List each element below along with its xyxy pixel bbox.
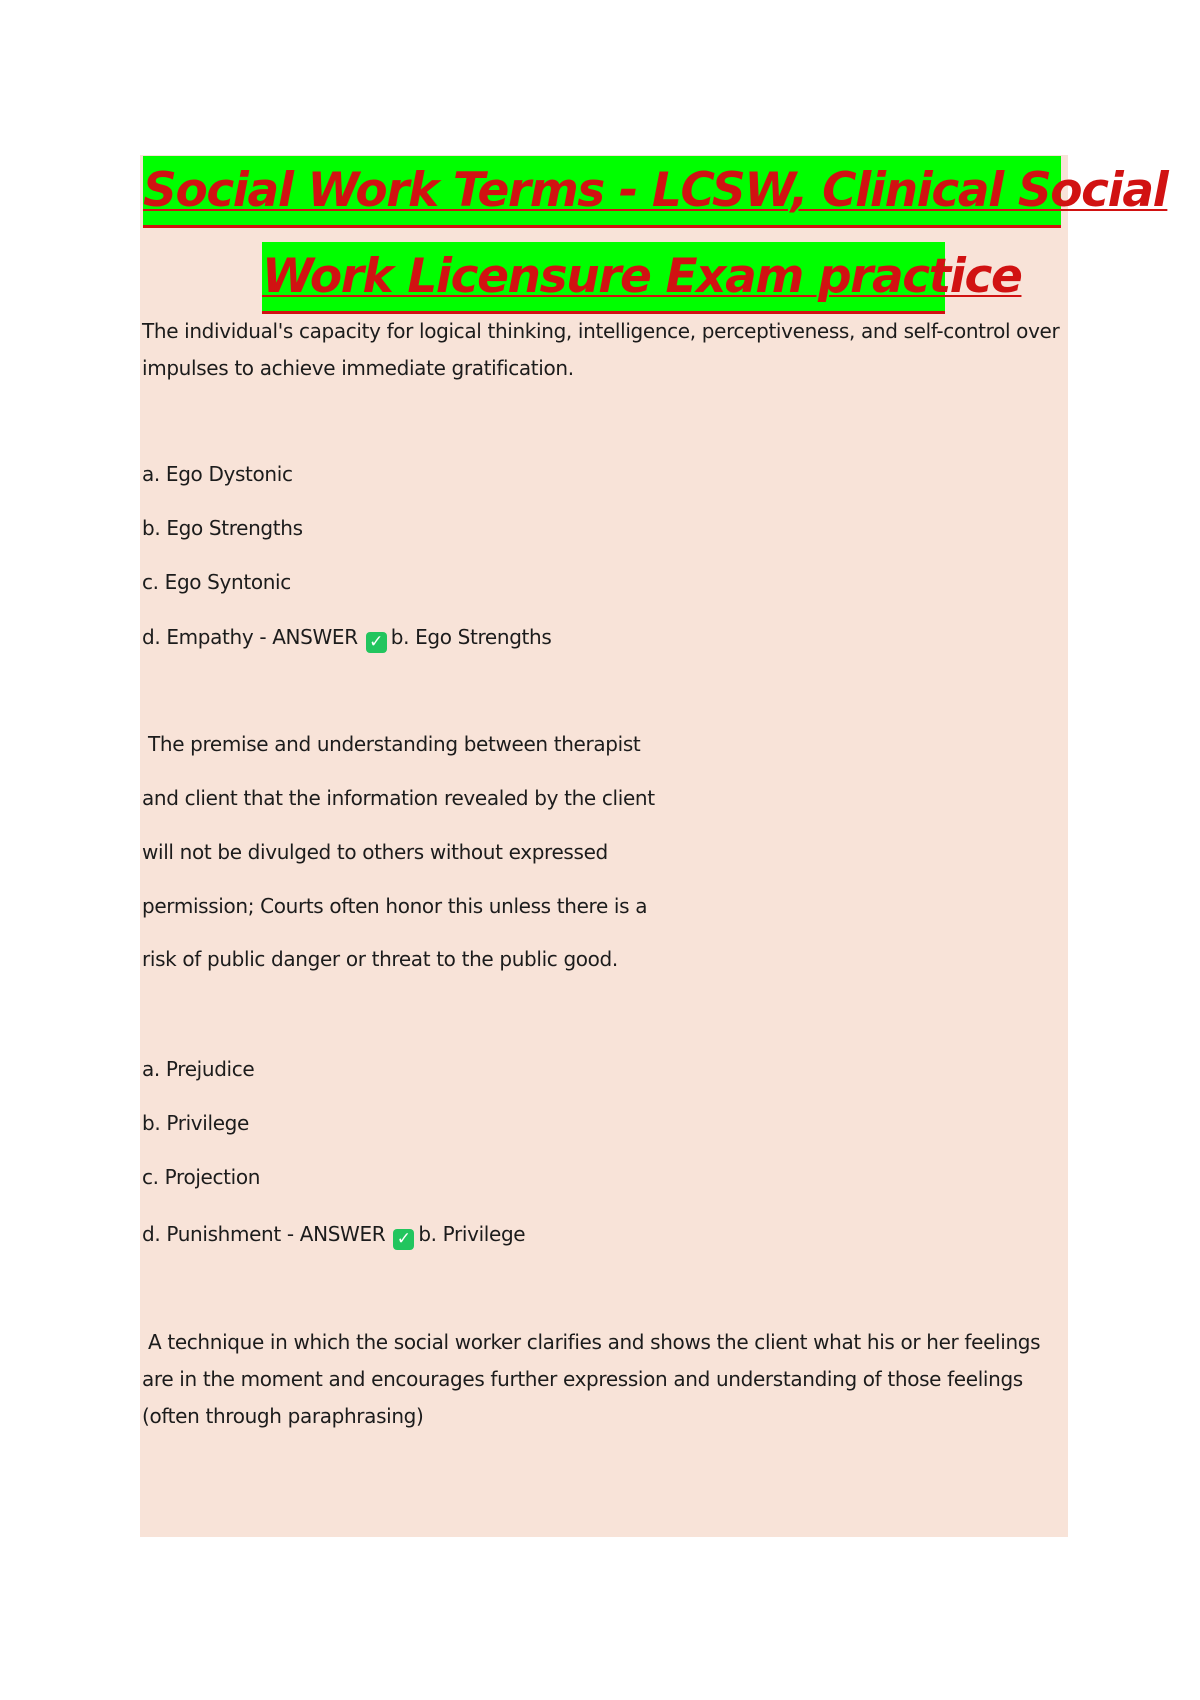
question-2-stem-line-4: permission; Courts often honor this unless there is a (142, 894, 648, 918)
question-2-option-d: d. Punishment - ANSWER (142, 1222, 386, 1246)
document-title-line-2: Work Licensure Exam practice (262, 242, 945, 314)
question-2-option-c: c. Projection (142, 1165, 261, 1189)
check-mark-icon: ✓ (393, 1229, 414, 1250)
question-2-option-a: a. Prejudice (142, 1057, 255, 1081)
question-3-stem-line-2: are in the moment and encourages further expression and understanding of those feelings (142, 1367, 1023, 1391)
document-page (140, 155, 1168, 1537)
question-1-stem-line-1: The individual's capacity for logical thinking, intelligence, perceptiveness, and self-control over (142, 319, 1060, 343)
document-title-line-1: Social Work Terms - LCSW, Clinical Social (143, 156, 1061, 228)
question-1-option-c: c. Ego Syntonic (142, 570, 291, 594)
question-3-stem-line-3: (often through paraphrasing) (142, 1404, 424, 1428)
question-2-answer: b. Privilege (418, 1222, 526, 1246)
question-2-stem-line-1: The premise and understanding between therapist (148, 732, 641, 756)
question-2-option-b: b. Privilege (142, 1111, 249, 1135)
question-1-stem-line-2: impulses to achieve immediate gratification. (142, 356, 574, 380)
question-1-option-a: a. Ego Dystonic (142, 462, 293, 486)
question-2-option-d-answer-line (142, 1222, 525, 1250)
question-1-answer: b. Ego Strengths (390, 625, 552, 649)
question-1-option-b: b. Ego Strengths (142, 516, 303, 540)
question-2-stem-line-5: risk of public danger or threat to the public good. (142, 947, 618, 971)
question-2-stem-line-3: will not be divulged to others without expressed (142, 840, 608, 864)
question-1-option-d-answer-line (142, 625, 551, 653)
check-mark-icon: ✓ (366, 632, 387, 653)
question-1-option-d: d. Empathy - ANSWER (142, 625, 358, 649)
question-3-stem-line-1: A technique in which the social worker clarifies and shows the client what his or her feelings (148, 1330, 1041, 1354)
question-2-stem-line-2: and client that the information revealed by the client (142, 786, 655, 810)
